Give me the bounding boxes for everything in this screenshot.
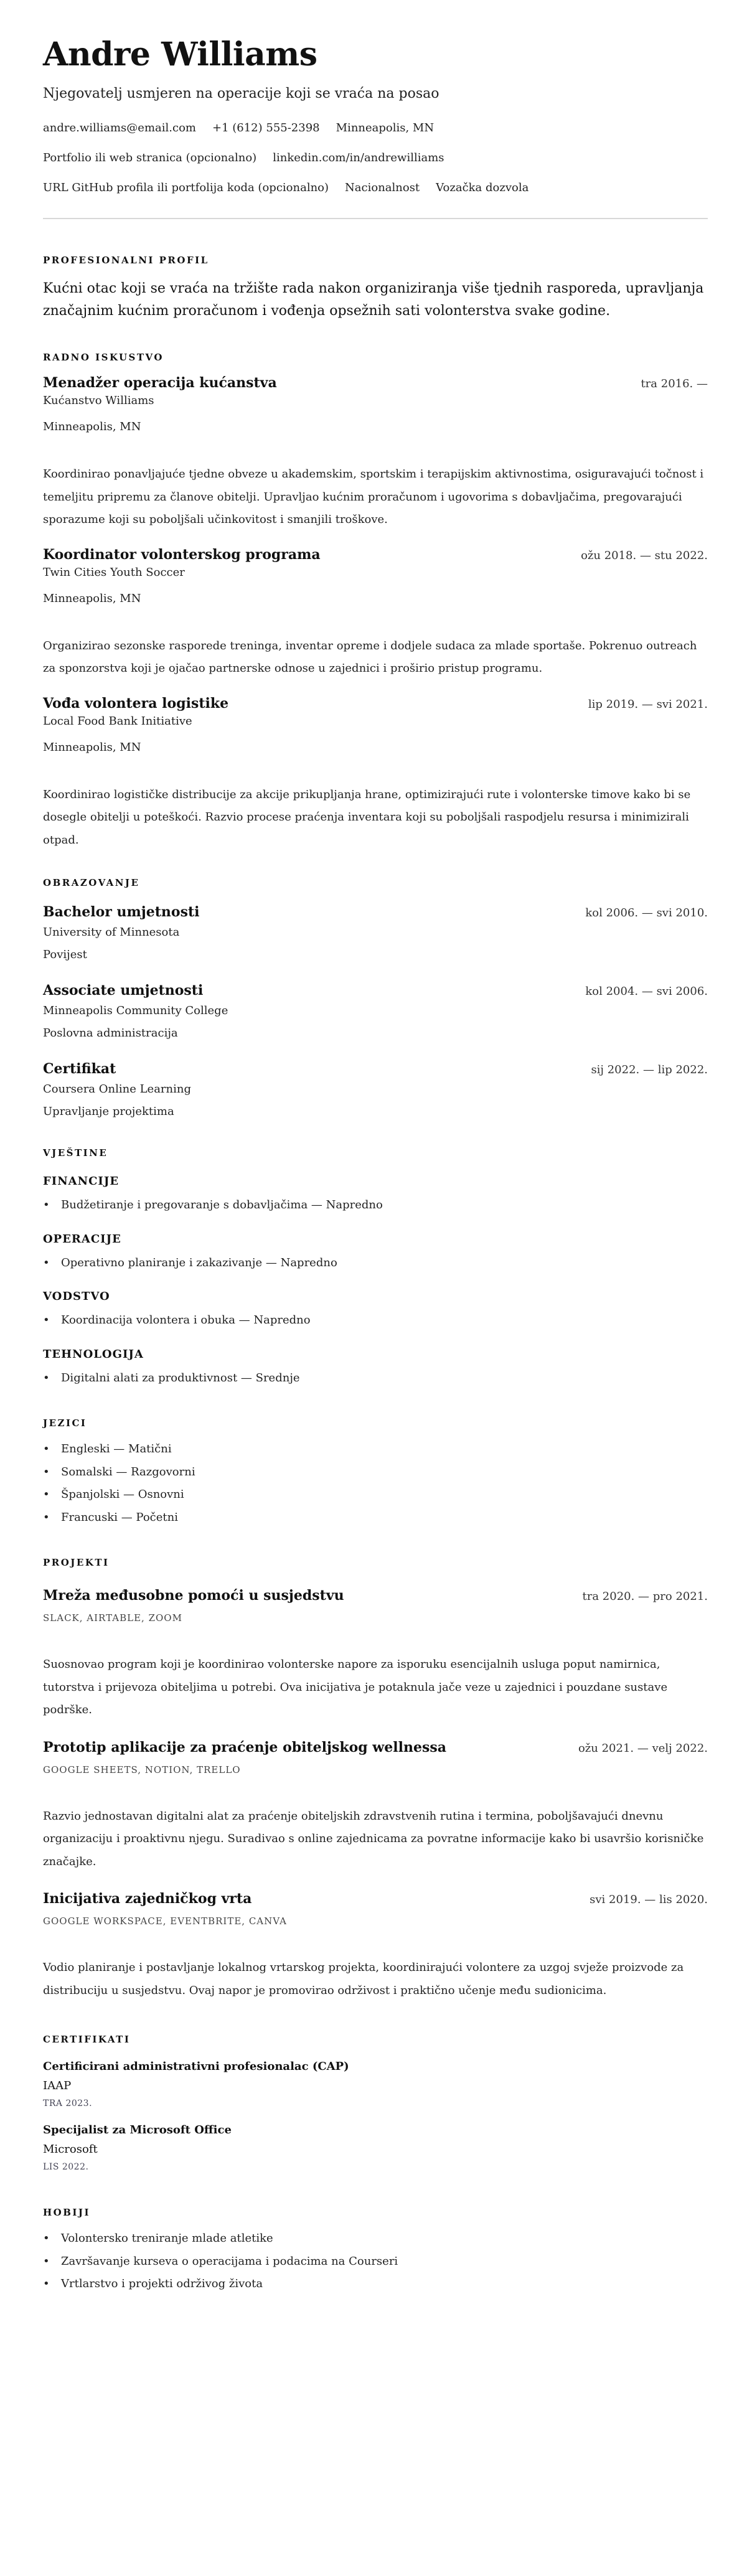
nationality: Nacionalnost <box>345 181 420 194</box>
title-row <box>43 374 708 392</box>
degree: Associate umjetnosti <box>43 982 204 999</box>
title-row <box>43 981 708 1000</box>
school: University of Minnesota <box>43 926 180 939</box>
language-item: • Engleski — Matični <box>43 1438 708 1461</box>
portfolio-link[interactable]: Portfolio ili web stranica (opcionalno) <box>43 151 257 164</box>
date-range: ožu 2018. — stu 2022. <box>581 548 708 562</box>
skill-item: • Digitalni alati za produktivnost — Srednje <box>43 1367 708 1390</box>
drivers-license: Vozačka dozvola <box>436 181 529 194</box>
skill-item: • Budžetiranje i pregovaranje s dobavljačima — Napredno <box>43 1194 708 1217</box>
skills-section <box>43 1147 708 1389</box>
title-row <box>43 903 708 921</box>
language-item: • Španjolski — Osnovni <box>43 1483 708 1507</box>
skill-category: FINANCIJE <box>43 1175 120 1188</box>
date-range: tra 2016. — <box>641 377 708 390</box>
hobby-item: • Volontersko treniranje mlade atletike <box>43 2227 708 2250</box>
experience-section <box>43 351 708 852</box>
headline: Njegovatelj usmjeren na operacije koji se vraća na posao <box>43 86 439 101</box>
date-range: sij 2022. — lip 2022. <box>591 1063 708 1076</box>
certificate-date: TRA 2023. <box>43 2099 93 2108</box>
education-entry <box>43 903 708 966</box>
skill-category: OPERACIJE <box>43 1232 121 1246</box>
section-heading: OBRAZOVANJE <box>43 877 140 888</box>
profile-summary: Kućni otac koji se vraća na tržište rada nakon organiziranja više tjednih rasporeda, upravljanja značajnim kućnim proračunom i vođenja opsežnih sati volonterstva svake godine. <box>43 281 704 319</box>
title-row <box>43 1889 708 1908</box>
certificate-date: LIS 2022. <box>43 2162 89 2172</box>
title-row <box>43 545 708 564</box>
section-heading: JEZICI <box>43 1417 87 1429</box>
date-range: lip 2019. — svi 2021. <box>588 697 708 711</box>
candidate-name: Andre Williams <box>43 35 317 73</box>
job-description: Organizirao sezonske rasporede treninga, inventar opreme i dodjele sudaca za mlade sportaše. Pokrenuo outreach za sponzorstva koji je ojačao partnerske odnose u zajednici i proširio pristup programu. <box>43 639 697 675</box>
section-heading: CERTIFIKATI <box>43 2034 131 2045</box>
section-heading: PROFESIONALNI PROFIL <box>43 255 209 266</box>
certificates-section <box>43 2033 708 2174</box>
certificate-entry <box>43 2122 708 2174</box>
project-title: Inicijativa zajedničkog vrta <box>43 1891 252 1907</box>
project-tech: SLACK, AIRTABLE, ZOOM <box>43 1612 182 1624</box>
section-heading: VJEŠTINE <box>43 1147 108 1159</box>
phone[interactable]: +1 (612) 555-2398 <box>212 121 320 134</box>
hobbies-section <box>43 2206 708 2296</box>
school: Coursera Online Learning <box>43 1083 191 1096</box>
contact-info <box>43 113 708 203</box>
skill-list <box>43 1309 708 1332</box>
section-heading: PROJEKTI <box>43 1557 110 1568</box>
project-entry <box>43 1586 708 1722</box>
company: Local Food Bank Initiative <box>43 714 192 728</box>
job-location: Minneapolis, MN <box>43 591 141 605</box>
job-location: Minneapolis, MN <box>43 420 141 433</box>
contact-line <box>43 113 708 143</box>
certificate-name: Specijalist za Microsoft Office <box>43 2123 232 2136</box>
skill-list <box>43 1252 708 1275</box>
project-title: Prototip aplikacije za praćenje obiteljskog wellnessa <box>43 1739 446 1756</box>
job-entry <box>43 374 708 532</box>
skill-category: VODSTVO <box>43 1290 110 1303</box>
project-tech: GOOGLE WORKSPACE, EVENTBRITE, CANVA <box>43 1916 287 1927</box>
skill-item: • Operativno planiranje i zakazivanje — Napredno <box>43 1252 708 1275</box>
job-title: Koordinator volonterskog programa <box>43 546 321 563</box>
date-range: kol 2006. — svi 2010. <box>585 906 708 919</box>
certificate-entry <box>43 2058 708 2110</box>
job-entry <box>43 694 708 852</box>
skill-list <box>43 1194 708 1217</box>
certificate-name: Certificirani administrativni profesionalac (CAP) <box>43 2060 349 2073</box>
job-entry <box>43 545 708 680</box>
project-title: Mreža međusobne pomoći u susjedstvu <box>43 1587 344 1604</box>
projects-section <box>43 1556 708 2002</box>
linkedin-link[interactable]: linkedin.com/in/andrewilliams <box>273 151 444 164</box>
github-link[interactable]: URL GitHub profila ili portfolija koda (opcionalno) <box>43 181 329 194</box>
education-section <box>43 877 708 1123</box>
project-entry <box>43 1889 708 2002</box>
language-item: • Somalski — Razgovorni <box>43 1461 708 1484</box>
email-link[interactable]: andre.williams@email.com <box>43 121 196 134</box>
degree: Certifikat <box>43 1061 116 1077</box>
job-location: Minneapolis, MN <box>43 740 141 754</box>
contact-line <box>43 173 708 203</box>
job-description: Koordinirao ponavljajuće tjedne obveze u akademskim, sportskim i terapijskim aktivnostima, osiguravajući točnost i temeljitu pripremu za članove obitelji. Upravljao kućnim proračunom i ugovorima s dobavljačima, pregovarajući sporazume koji su poboljšali učinkovitost i smanjili troškove. <box>43 468 704 526</box>
job-description: Koordinirao logističke distribucije za akcije prikupljanja hrane, optimizirajući rute i volonterske timove kako bi se dosegle obitelji u poteškoći. Razvio procese praćenja inventara koji su poboljšali raspodjelu resursa i minimizirali otpad. <box>43 787 691 847</box>
language-item: • Francuski — Početni <box>43 1507 708 1530</box>
degree: Bachelor umjetnosti <box>43 904 200 920</box>
company: Kućanstvo Williams <box>43 394 154 407</box>
title-row <box>43 1060 708 1078</box>
project-description: Suosnovao program koji je koordinirao volonterske napore za isporuku esencijalnih usluga poput namirnica, tutorstva i prijevoza obiteljima u potrebi. Ova inicijativa je potaknula jače veze u zajednici i pouzdane sustave podrške. <box>43 1658 668 1716</box>
hobby-item: • Završavanje kurseva o operacijama i podacima na Courseri <box>43 2250 708 2273</box>
project-entry <box>43 1738 708 1874</box>
school: Minneapolis Community College <box>43 1004 228 1017</box>
header-divider <box>43 218 708 219</box>
title-row <box>43 694 708 713</box>
languages-section <box>43 1417 708 1529</box>
project-description: Vodio planiranje i postavljanje lokalnog vrtarskog projekta, koordinirajući volontere za uzgoj svježe proizvode za distribuciju u susjedstvu. Ovaj napor je promovirao održivost i praktično učenje među sudionicima. <box>43 1961 684 1997</box>
date-range: ožu 2021. — velj 2022. <box>578 1741 708 1755</box>
date-range: kol 2004. — svi 2006. <box>585 985 708 998</box>
field-of-study: Povijest <box>43 948 87 961</box>
education-entry <box>43 1060 708 1123</box>
profile-section <box>43 254 708 322</box>
date-range: svi 2019. — lis 2020. <box>590 1893 708 1906</box>
project-tech: GOOGLE SHEETS, NOTION, TRELLO <box>43 1764 241 1775</box>
location: Minneapolis, MN <box>336 121 435 134</box>
project-description: Razvio jednostavan digitalni alat za praćenje obiteljskih zdravstvenih rutina i termina, poboljšavajući dnevnu organizaciju i proaktivnu njegu. Suradivao s online zajednicama za povratne informacije kako bi usavršio korisničke značajke. <box>43 1809 704 1868</box>
company: Twin Cities Youth Soccer <box>43 565 185 579</box>
job-title: Menadžer operacija kućanstva <box>43 375 277 391</box>
field-of-study: Upravljanje projektima <box>43 1105 174 1118</box>
title-row <box>43 1738 708 1757</box>
hobby-item: • Vrtlarstvo i projekti održivog života <box>43 2273 708 2296</box>
certificate-issuer: Microsoft <box>43 2143 98 2156</box>
skill-category: TEHNOLOGIJA <box>43 1347 144 1361</box>
title-row <box>43 1586 708 1605</box>
section-heading: HOBIJI <box>43 2207 91 2218</box>
field-of-study: Poslovna administracija <box>43 1027 178 1040</box>
date-range: tra 2020. — pro 2021. <box>582 1590 708 1603</box>
contact-line <box>43 143 708 173</box>
skill-item: • Koordinacija volontera i obuka — Napredno <box>43 1309 708 1332</box>
job-title: Vođa volontera logistike <box>43 695 229 712</box>
resume-header <box>43 36 708 219</box>
skill-list <box>43 1367 708 1390</box>
education-entry <box>43 981 708 1045</box>
section-heading: RADNO ISKUSTVO <box>43 352 164 363</box>
certificate-issuer: IAAP <box>43 2079 72 2092</box>
